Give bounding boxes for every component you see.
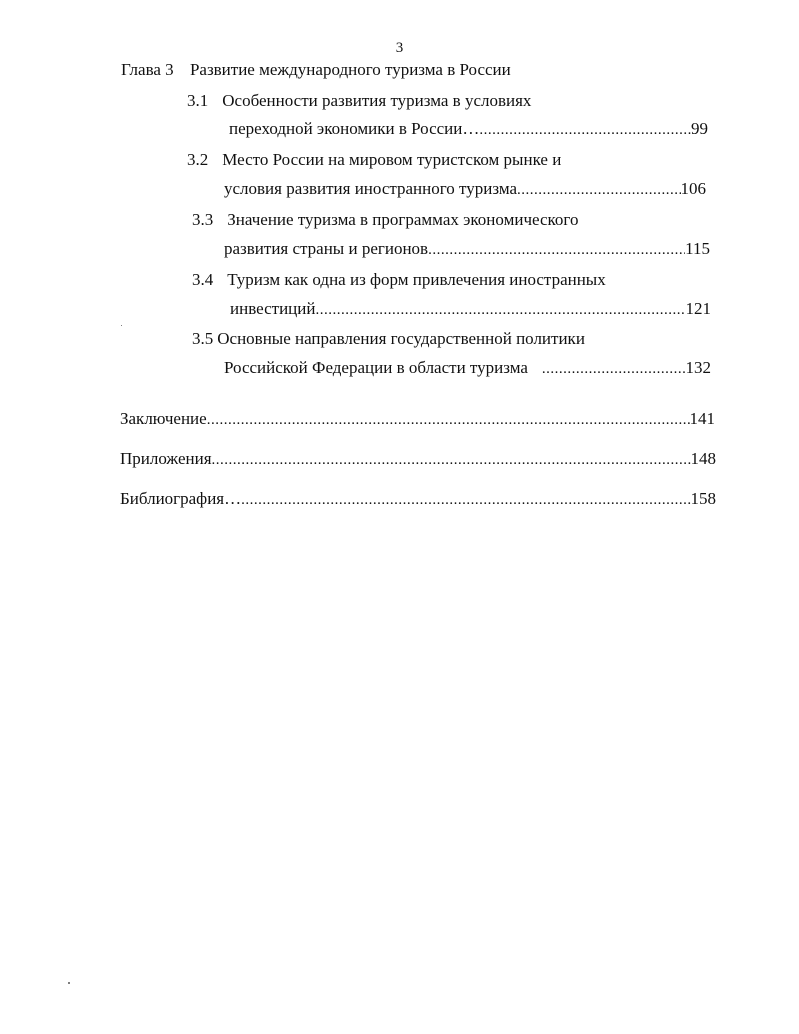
section-number: 3.1 (187, 91, 209, 110)
section-title-line2: развития страны и регионов (224, 239, 429, 258)
dot-leader (212, 452, 691, 469)
scan-speck (121, 325, 122, 326)
toc-section-3-1-leader (229, 119, 708, 139)
section-title-line1: Место России на мировом туристском рынке и (222, 150, 562, 169)
dot-leader (241, 492, 690, 509)
section-title-line2: Российской Федерации в области туризма (224, 358, 528, 377)
toc-section-3-5 (192, 329, 585, 349)
entry-page: 141 (689, 409, 715, 428)
dot-leader (517, 182, 680, 199)
section-title-line2: условия развития иностранного туризма (224, 179, 518, 198)
dot-leader (315, 302, 685, 319)
entry-page: 158 (690, 489, 716, 508)
section-title-line1: Особенности развития туризма в условиях (222, 91, 532, 110)
entry-title: Заключение (120, 409, 207, 428)
scan-speck (68, 982, 70, 984)
section-number: 3.2 (187, 150, 209, 169)
entry-title: Библиография… (120, 489, 242, 508)
dot-leader (428, 242, 685, 259)
section-number: 3.4 (192, 270, 214, 289)
entry-page: 148 (690, 449, 716, 468)
entry-title: Приложения (120, 449, 212, 468)
section-title-line1: Значение туризма в программах экономического (227, 210, 579, 229)
section-page: 99 (691, 119, 708, 138)
section-title-line2: инвестиций (230, 299, 316, 318)
chapter-heading (121, 60, 511, 80)
page-number: 3 (395, 40, 404, 56)
toc-section-3-2-leader (224, 179, 706, 199)
chapter-title: Развитие международного туризма в России (189, 60, 511, 79)
toc-section-3-3 (192, 210, 578, 230)
section-number: 3.5 (192, 329, 214, 348)
toc-bibliography (120, 489, 716, 509)
toc-conclusion (120, 409, 715, 429)
toc-appendices (120, 449, 716, 469)
section-title-line2: переходной экономики в России… (229, 119, 480, 138)
dot-leader (542, 361, 686, 378)
toc-section-3-3-leader (224, 239, 710, 259)
section-page: 121 (685, 299, 711, 318)
section-page: 106 (680, 179, 706, 198)
dot-leader (479, 122, 691, 139)
section-page: 115 (685, 239, 710, 258)
toc-section-3-2 (187, 150, 561, 170)
toc-section-3-4-leader (230, 299, 711, 319)
toc-section-3-1 (187, 91, 531, 111)
dot-leader (207, 412, 690, 429)
section-number: 3.3 (192, 210, 214, 229)
toc-section-3-5-leader (224, 358, 711, 378)
section-page: 132 (685, 358, 711, 377)
chapter-label: Глава 3 (121, 60, 174, 79)
toc-section-3-4 (192, 270, 606, 290)
section-title-line1: Основные направления государственной политики (217, 329, 585, 348)
section-title-line1: Туризм как одна из форм привлечения иностранных (227, 270, 606, 289)
